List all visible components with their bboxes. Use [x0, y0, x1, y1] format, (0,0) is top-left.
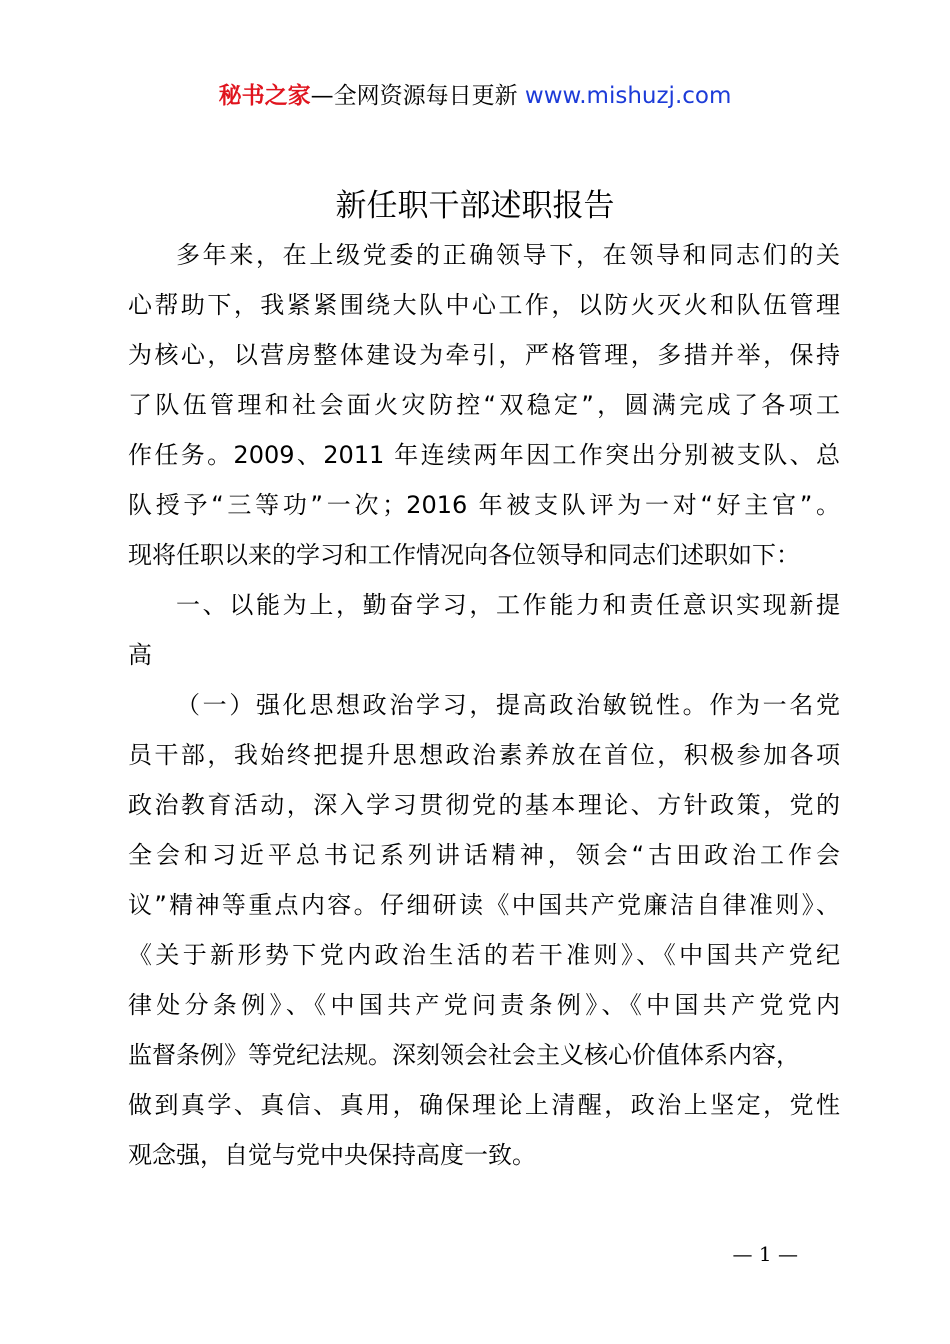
paragraph-line: 心帮助下，我紧紧围绕大队中心工作，以防火灭火和队伍管理: [128, 291, 840, 319]
paragraph-line: （一）强化思想政治学习，提高政治敏锐性。作为一名党: [176, 691, 840, 719]
paragraph-line: 律处分条例》、《中国共产党问责条例》、《中国共产党党内: [128, 991, 840, 1019]
paragraph-line: 做到真学、真信、真用，确保理论上清醒，政治上坚定，党性: [128, 1091, 840, 1119]
paragraph-line: 队授予“三等功”一次；2016 年被支队评为一对“好主官”。: [128, 491, 840, 519]
site-banner: [0, 80, 950, 112]
paragraph-line: 为核心，以营房整体建设为牵引，严格管理，多措并举，保持: [128, 341, 840, 369]
paragraph-line: 员干部，我始终把提升思想政治素养放在首位，积极参加各项: [128, 741, 840, 769]
banner-url-link[interactable]: www.mishuzj.com: [524, 83, 732, 109]
paragraph-line: 作任务。2009、2011 年连续两年因工作突出分别被支队、总: [128, 441, 840, 469]
paragraph-line: 多年来，在上级党委的正确领导下，在领导和同志们的关: [176, 241, 840, 269]
paragraph-line: 监督条例》等党纪法规。深刻领会社会主义核心价值体系内容，: [128, 1041, 800, 1069]
banner-brand: 秘书之家: [218, 83, 311, 109]
paragraph-line: 观念强，自觉与党中央保持高度一致。: [128, 1141, 536, 1169]
paragraph-line: 《关于新形势下党内政治生活的若干准则》、《中国共产党纪: [128, 941, 840, 969]
paragraph-line: 全会和习近平总书记系列讲话精神，领会“古田政治工作会: [128, 841, 840, 869]
paragraph-line: 了队伍管理和社会面火灾防控“双稳定”，圆满完成了各项工: [128, 391, 840, 419]
paragraph-line: 议”精神等重点内容。仔细研读《中国共产党廉洁自律准则》、: [128, 891, 840, 919]
page-number: [0, 1240, 950, 1268]
paragraph-line: 政治教育活动，深入学习贯彻党的基本理论、方针政策，党的: [128, 791, 840, 819]
document-body: [128, 230, 840, 1180]
page-number-text: — 1 —: [732, 1242, 798, 1266]
section-heading-line: 一、以能为上，勤奋学习，工作能力和责任意识实现新提: [176, 591, 840, 619]
banner-tagline: —全网资源每日更新: [310, 83, 525, 109]
paragraph-line: 现将任职以来的学习和工作情况向各位领导和同志们述职如下：: [128, 541, 800, 569]
document-title: 新任职干部述职报告: [335, 188, 615, 224]
section-heading-line: 高: [128, 641, 152, 669]
